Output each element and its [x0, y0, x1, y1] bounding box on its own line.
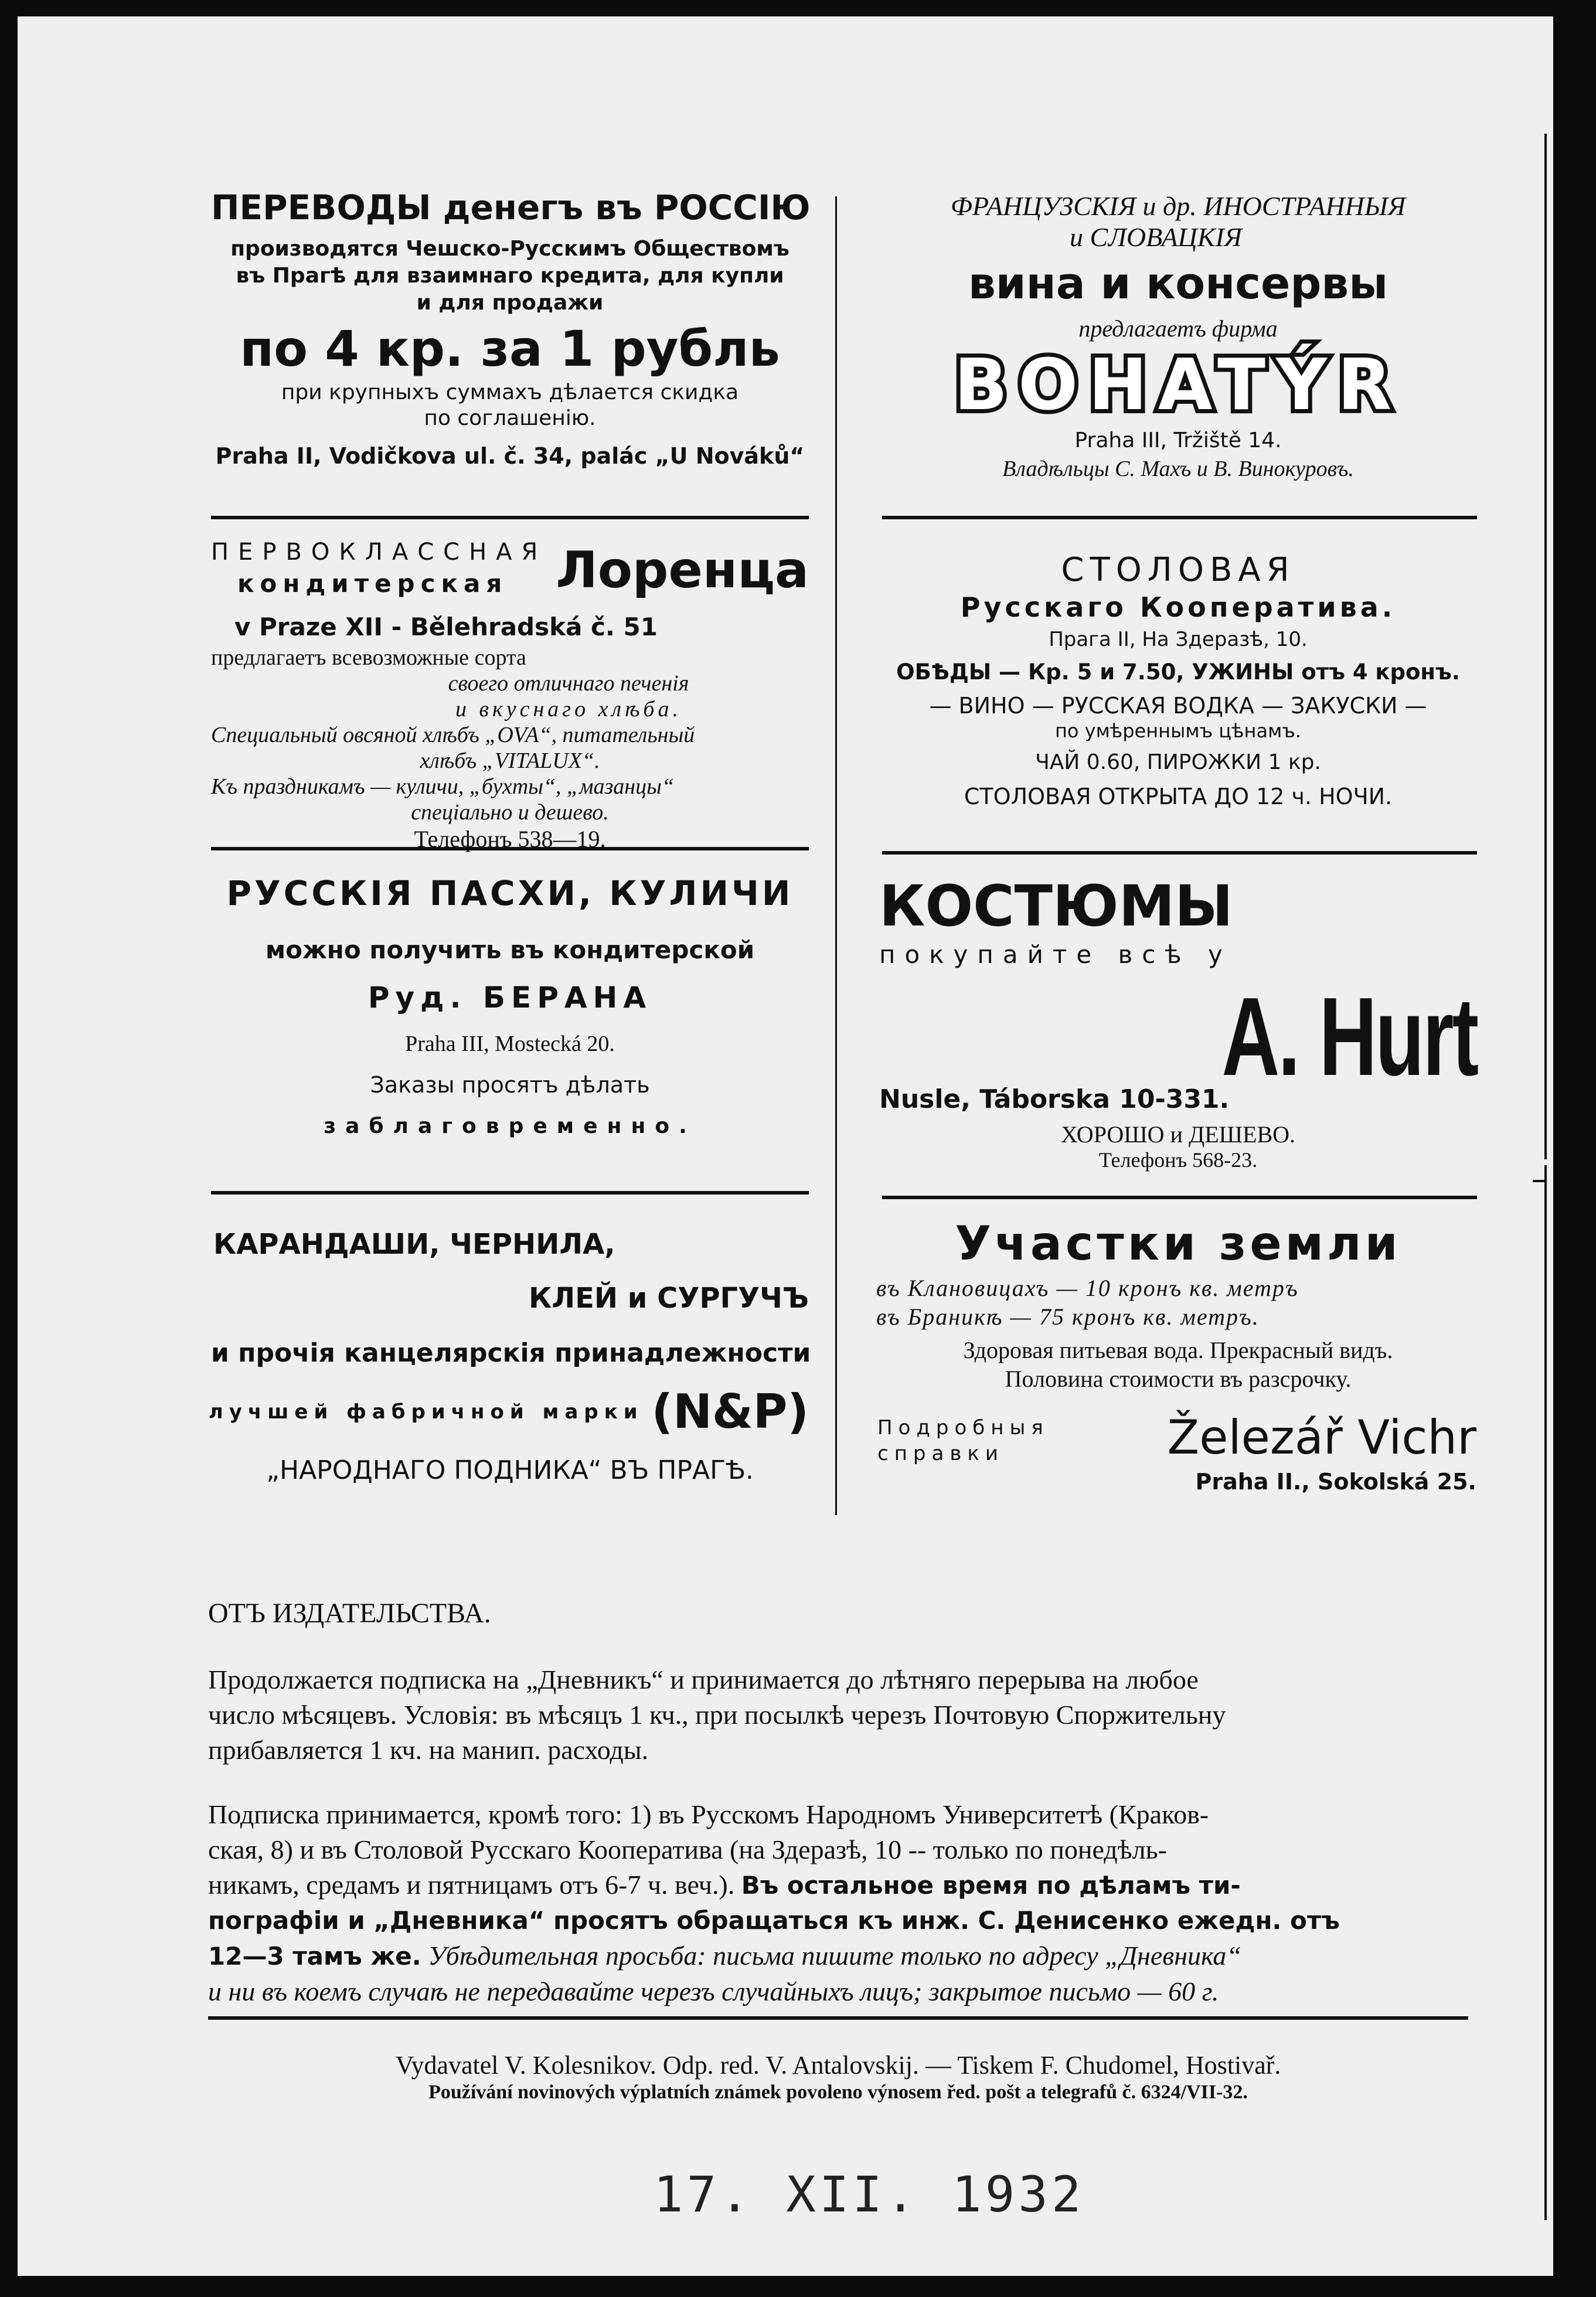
publisher-text: ская, 8) и въ Столовой Русскаго Кооператива (на Здеразѣ, 10 -- только по понедѣль- — [208, 1835, 1167, 1864]
canteen-tea: ЧАЙ 0.60, ПИРОЖКИ 1 кр. — [1035, 750, 1321, 774]
canteen-address: Прага II, На Здеразѣ, 10. — [1049, 628, 1308, 651]
wines-owners: Владѣльцы С. Махъ и В. Винокуровъ. — [1002, 457, 1354, 481]
land-row: въ Клановицахъ — 10 кронъ кв. метръ — [876, 1275, 1299, 1301]
lorenz-label: ПЕРВОКЛАССНАЯ — [211, 539, 547, 566]
publisher-heading: ОТЪ ИЗДАТЕЛЬСТВА. — [208, 1598, 491, 1629]
divider — [208, 2016, 1468, 2020]
land-seller-address: Praha II., Sokolská 25. — [1195, 1469, 1476, 1495]
wines-title: вина и консервы — [968, 258, 1389, 309]
land-line: Здоровая питьевая вода. Прекрасный видъ. — [963, 1337, 1393, 1363]
easter-ad — [211, 873, 809, 1138]
divider — [211, 516, 809, 519]
canteen-prices: по умѣреннымъ цѣнамъ. — [1054, 720, 1301, 742]
divider — [882, 1196, 1477, 1199]
easter-title: РУССКІЯ ПАСХИ, КУЛИЧИ — [226, 873, 794, 913]
canteen-drinks: — ВИНО — РУССКАЯ ВОДКА — ЗАКУСКИ — — [929, 693, 1427, 719]
lorenz-line: предлагаетъ всевозможные сорта — [211, 645, 526, 670]
money-transfer-ad — [211, 188, 809, 469]
stationery-line: КЛЕЙ и СУРГУЧЪ — [528, 1282, 809, 1315]
divider — [211, 847, 809, 850]
land-info: Подробныя — [877, 1416, 1049, 1440]
costumes-phone: Телефонъ 568-23. — [1098, 1148, 1258, 1172]
date-stamp: 17. XII. 1932 — [654, 2166, 1085, 2223]
publisher-text: прибавляется 1 кч. на манип. расходы. — [208, 1735, 649, 1765]
wines-address: Praha III, Tržiště 14. — [1074, 428, 1282, 452]
money-transfer-line: и для продажи — [416, 291, 604, 315]
imprint-line: Vydavatel V. Kolesnikov. Odp. red. V. Antalovskij. — Tiskem F. Chudomel, Hostivař. — [395, 2051, 1281, 2080]
wines-line: ФРАНЦУЗСКІЯ и др. ИНОСТРАННЫЯ — [950, 191, 1406, 221]
costumes-address: Nusle, Táborska 10-331. — [879, 1084, 1230, 1114]
publisher-text: число мѣсяцевъ. Условія: въ мѣсяцъ 1 кч., при посылкѣ черезъ Почтовую Споржитeльну — [208, 1700, 1226, 1730]
canteen-title: СТОЛОВАЯ — [1061, 551, 1295, 589]
lorenz-line: Къ праздникамъ — куличи, „бухты“, „мазанцы“ — [211, 774, 674, 799]
lorenz-line: спеціально и дешево. — [411, 800, 609, 825]
publisher-text-bold: Въ остальное время по дѣламъ ти- — [741, 1871, 1241, 1900]
publisher-text-italic: и ни въ коемъ случаѣ не передавайте черезъ случайныхъ лицъ; закрытое письмо — 60 г. — [208, 1976, 1219, 2006]
land-title: Участки земли — [955, 1216, 1401, 1271]
stationery-line: и прочія канцелярскія принадлежности — [211, 1338, 811, 1368]
lorenz-name: Лоренца — [556, 541, 809, 600]
imprint — [208, 2050, 1468, 2104]
right-edge-line — [1544, 134, 1547, 1159]
costumes-ad — [879, 873, 1477, 1190]
costumes-line: ХОРОШО и ДЕШЕВО. — [1060, 1121, 1296, 1148]
canteen-meals: ОБѢДЫ — Кр. 5 и 7.50, УЖИНЫ отъ 4 кронъ. — [896, 659, 1460, 685]
land-seller: Železář Vichr — [1167, 1410, 1476, 1465]
land-line: Половина стоимости въ разсрочку. — [1005, 1366, 1352, 1392]
land-info: справки — [877, 1442, 1005, 1465]
money-transfer-note: при крупныхъ суммахъ дѣлается скидка — [281, 380, 739, 404]
easter-line: заблаговременно. — [324, 1114, 696, 1138]
stationery-line: лучшей фабричной марки — [208, 1400, 644, 1424]
right-edge-line-lower — [1544, 1165, 1547, 2220]
canteen-ad — [876, 551, 1480, 809]
np-logo: (N&P) — [651, 1384, 809, 1439]
money-transfer-title: ПЕРЕВОДЫ денегъ въ РОССІЮ — [211, 188, 811, 227]
publisher-text: Продолжается подписка на „Дневникъ“ и принимается до лѣтняго перерыва на любое — [208, 1665, 1199, 1694]
publisher-text-bold: пографіи и „Дневника“ просятъ обращаться къ инж. С. Денисенко ежедн. отъ — [208, 1906, 1340, 1935]
costumes-title: КОСТЮМЫ — [879, 873, 1233, 939]
publisher-notice — [208, 1597, 1474, 2009]
divider — [882, 516, 1477, 519]
costumes-line: покупайте всѣ у — [879, 940, 1232, 969]
divider — [882, 851, 1477, 855]
easter-line: Заказы просятъ дѣлать — [370, 1072, 650, 1098]
money-transfer-rate: по 4 кр. за 1 рубль — [240, 320, 780, 377]
lorenz-phone: Телефонъ 538—19. — [414, 826, 606, 852]
land-ad — [876, 1216, 1480, 1498]
canteen-subtitle: Русскаго Кооператива. — [960, 591, 1396, 623]
easter-name: Руд. БЕРАНА — [367, 981, 652, 1015]
bohatyr-logo: BOHATÝR — [954, 345, 1403, 426]
publisher-text: Подписка принимается, кромѣ того: 1) въ Русскомъ Народномъ Университетѣ (Краков- — [208, 1799, 1209, 1829]
lorenz-line: хлѣбъ „VITALUX“. — [420, 748, 600, 773]
lorenz-line: своего отличнаго печенія — [448, 671, 689, 696]
hurt-logo: A. Hurt — [1221, 975, 1477, 1099]
lorenz-line: Специальный овсяной хлѣбъ „OVA“, питательный — [211, 723, 695, 747]
money-transfer-line: въ Прагѣ для взаимнаго кредита, для купли — [236, 264, 784, 288]
stationery-line: „НАРОДНАГО ПОДНИКА“ ВЪ ПРАГѢ. — [266, 1455, 754, 1485]
publisher-text-italic: Убѣдительная просьба: письма пишите только по адресу „Дневника“ — [428, 1941, 1241, 1971]
land-row: въ Браникѣ — 75 кронъ кв. метръ. — [876, 1304, 1260, 1330]
lorenz-label: кондитерская — [237, 569, 508, 598]
easter-address: Praha III, Mostecká 20. — [405, 1032, 615, 1056]
publisher-text-bold: 12—3 тамъ же. — [208, 1942, 421, 1971]
lorenz-ad — [211, 536, 809, 853]
right-edge-tick — [1533, 1180, 1547, 1182]
wines-line: и СЛОВАЦКІЯ — [1070, 222, 1242, 252]
wines-ad — [876, 190, 1480, 482]
canteen-hours: СТОЛОВАЯ ОТКРЫТА ДО 12 ч. НОЧИ. — [964, 784, 1393, 809]
lorenz-address: v Praze XII - Bělehradská č. 51 — [234, 612, 658, 641]
stationery-ad — [208, 1228, 811, 1485]
column-divider — [835, 196, 837, 1515]
publisher-text: никамъ, средамъ и пятницамъ отъ 6-7 ч. веч.). — [208, 1870, 735, 1900]
lorenz-line: и вкуснаго хлѣба. — [455, 697, 682, 722]
stationery-line: КАРАНДАШИ, ЧЕРНИЛА, — [213, 1228, 615, 1261]
money-transfer-line: производятся Чешско-Русскимъ Обществомъ — [230, 237, 790, 261]
divider — [211, 1191, 809, 1195]
imprint-line: Používání novinových výplatních známek povoleno výnosem řed. pošt a telegrafů č. 6324/VII-32. — [428, 2081, 1248, 2103]
easter-line: можно получить въ кондитерской — [265, 935, 755, 964]
money-transfer-address: Praha II, Vodičkova ul. č. 34, palác „U Nováků“ — [215, 443, 805, 469]
wines-line: предлагаетъ фирма — [1078, 315, 1278, 342]
money-transfer-note: по соглашенію. — [424, 406, 596, 430]
